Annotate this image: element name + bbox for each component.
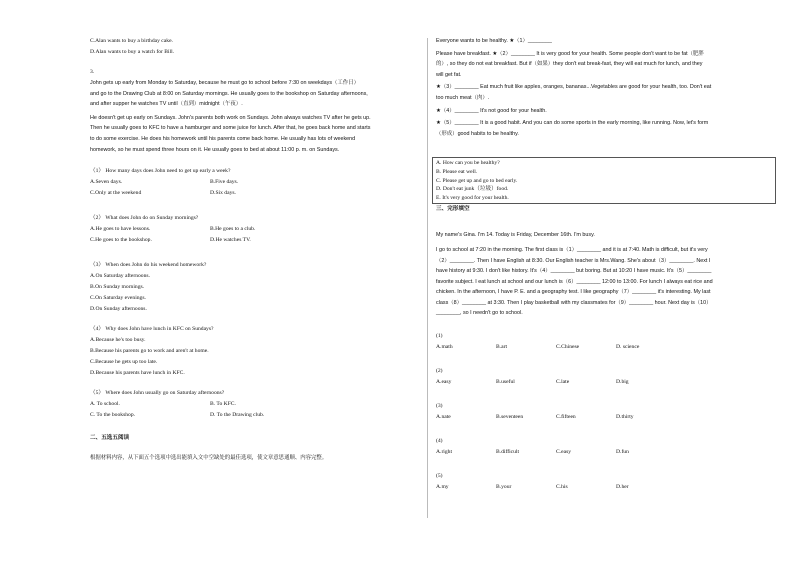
passage-line: ★（5）________ It is a good habit. And you can do some sports in the early morning, like running. Now, let's form	[436, 120, 709, 127]
option-d: D. To the Drawing club.	[210, 412, 265, 419]
option-row	[436, 482, 772, 493]
options-box	[432, 157, 776, 204]
option-d: D.On Sunday afternoons.	[90, 306, 147, 313]
question-3	[90, 260, 408, 315]
passage3-line: He doesn't get up early on Sundays. John's parents both work on Sundays. John always watches TV after he gets up.	[90, 114, 371, 121]
question-1	[90, 166, 408, 199]
option-d: D.Six days.	[210, 190, 236, 197]
cloze-question-2	[436, 366, 772, 388]
option-c: C. To the bookshop.	[90, 412, 136, 419]
option-b: B.your	[496, 484, 512, 491]
passage-line: （形成）good habits to be healthy.	[436, 130, 519, 137]
cloze-number: (5)	[436, 473, 443, 480]
box-option-c: C. Please get up and go to bed early.	[436, 177, 518, 184]
option-row	[436, 412, 772, 423]
cloze-line: ________, so I needn't go to school.	[436, 310, 523, 317]
left-column	[90, 36, 408, 464]
option-b: B.He goes to a club.	[210, 226, 256, 233]
option-d: D.He watches TV.	[210, 237, 251, 244]
prev-option-d: D.Alan wants to buy a watch for Bill.	[90, 49, 175, 55]
option-a: A. To school.	[90, 401, 120, 408]
question-text: （4） Why does John have lunch in KFC on Sundays?	[90, 326, 214, 333]
option-row	[436, 377, 772, 388]
option-b: B.difficult	[496, 449, 520, 456]
option-a: A.Because he's too busy.	[90, 337, 146, 344]
cloze-line: have history at 9:30. I don't like history. It's（4）________ but boring. But at 10:20 I have music. It's（5）________	[436, 268, 712, 275]
health-passage	[436, 36, 772, 139]
option-a: A.my	[436, 484, 449, 491]
passage-line: Everyone wants to be healthy. ★（1）________	[436, 38, 552, 44]
section2-heading: 二、五选五阅读	[90, 435, 130, 442]
right-column	[436, 36, 772, 493]
cloze-line: class（8）________ at 3:30. Then I play basketball with my classmates for（9）________ hour. Next day is（10）	[436, 299, 712, 306]
cloze-number: (2)	[436, 368, 443, 375]
section3-heading: 三、完形填空	[436, 206, 470, 213]
option-c: C.Chinese	[556, 344, 580, 351]
section2-instruction: 根据材料内容，从下面五个选项中选出能填入文中空缺处的最佳选项，使文章意思通顺、内容完整。	[90, 455, 328, 462]
passage-line: ★（4）________ It's not good for your health.	[436, 107, 547, 114]
passage-line: Please have breakfast. ★（2）________ It is very good for your health. Some people don't want to be fat（肥胖	[436, 50, 704, 57]
option-c: C.his	[556, 484, 568, 491]
passage-line: too much meat（肉）.	[436, 94, 490, 101]
prev-option-c: C.Alan wants to buy a birthday cake.	[90, 38, 173, 44]
question-text: （3） When does John do his weekend homework?	[90, 262, 207, 269]
option-b: B.Five days.	[210, 179, 239, 186]
column-divider	[427, 38, 428, 518]
cloze-line: I go to school at 7:20 in the morning. The first class is（1）________ and it is at 7:40. Math is difficult, but it's very	[436, 246, 708, 253]
cloze-question-5	[436, 471, 772, 493]
option-c: C.fifteen	[556, 414, 576, 421]
passage3-line: homework, so he must spend three hours on it. He usually goes to bed at about 11:00 p. m. on Sundays.	[90, 146, 340, 153]
cloze-number: (4)	[436, 438, 443, 445]
option-b: B.seventeen	[496, 414, 524, 421]
option-c: C.Only at the weekend	[90, 190, 142, 197]
passage-line: 的）, so they do not eat breakfast. But if（如果）they don't eat break-fast, they will eat much for lunch, and they	[436, 61, 703, 68]
option-a: A.Seven days.	[90, 179, 123, 186]
passage3-line: and after supper he watches TV until（直到）midnight（午夜）.	[90, 101, 243, 108]
passage-line: will get fat.	[436, 71, 462, 78]
option-b: B.Because his parents go to work and aren't at home.	[90, 348, 209, 355]
box-option-a: A. How can you be healthy?	[436, 160, 500, 167]
cloze-line: chicken. In the afternoon, I have P. E. and a geography test. I like geography（7）________ it's interesting. My last	[436, 289, 711, 296]
box-option-d: D. Don't eat junk（垃圾）food.	[436, 186, 509, 193]
option-c: C.late	[556, 379, 570, 386]
question-text: （2） What does John do on Sunday mornings?	[90, 215, 199, 222]
passage3	[90, 78, 408, 155]
option-d: D. science	[616, 344, 640, 351]
question-text: （5） Where does John usually go on Saturday afternoons?	[90, 390, 225, 397]
option-a: A.right	[436, 449, 453, 456]
box-option-e: E. It's very good for your health.	[436, 194, 509, 201]
question-5	[90, 388, 408, 421]
box-option-b: B. Please eat well.	[436, 168, 478, 175]
cloze-line: favorite subject. I eat lunch at school and our lunch is（6）________ 12:00 to 13:00. For lunch I always eat rice and	[436, 278, 713, 285]
option-row	[90, 188, 408, 199]
passage3-line: Then he usually goes to KFC to have a hamburger and some juice for lunch. After that, he goes back home and starts	[90, 125, 371, 132]
option-d: D.her	[616, 484, 629, 491]
option-c: C.easy	[556, 449, 572, 456]
passage3-line: and go to the Drawing Club at 8:00 on Saturday mornings. He usually goes to the bookshop on Saturday afternoons,	[90, 90, 368, 97]
cloze-passage	[436, 230, 772, 319]
option-row	[90, 177, 408, 188]
option-a: A.math	[436, 344, 453, 351]
option-b: B.On Sunday mornings.	[90, 284, 145, 291]
option-a: A.nate	[436, 414, 451, 421]
option-row	[436, 342, 772, 353]
option-row	[90, 399, 408, 410]
question-2	[90, 213, 408, 246]
option-d: D.thirty	[616, 414, 634, 421]
passage3-line: to do some exercise. He does his homework until his parents come back home. He usually has lots of weekend	[90, 135, 356, 142]
option-row	[90, 224, 408, 235]
option-row	[90, 410, 408, 421]
option-a: A.He goes to have lessons.	[90, 226, 151, 233]
option-a: A.On Saturday afternoons.	[90, 273, 150, 280]
option-row	[90, 235, 408, 246]
cloze-number: (1)	[436, 333, 443, 340]
option-b: B.art	[496, 344, 508, 351]
cloze-question-3	[436, 401, 772, 423]
cloze-line: （2）________. Then I have English at 8:30. Our English teacher is Mrs.Wang. She's about（3）________. Next I	[436, 257, 711, 264]
cloze-question-1	[436, 331, 772, 353]
option-row	[436, 447, 772, 458]
option-c: C.He goes to the bookshop.	[90, 237, 152, 244]
option-d: D.big	[616, 379, 629, 386]
cloze-number: (3)	[436, 403, 443, 410]
passage3-line: John gets up early from Monday to Saturday, because he must go to school before 7:30 on weekdays（工作日）	[90, 80, 359, 86]
option-b: B. To KFC.	[210, 401, 236, 408]
option-c: C.Because he gets up too late.	[90, 359, 158, 366]
option-d: D.Because his parents have lunch in KFC.	[90, 370, 185, 377]
cloze-question-4	[436, 436, 772, 458]
option-d: D.fun	[616, 449, 629, 456]
option-b: B.useful	[496, 379, 515, 386]
passage-line: ★（3）________ Eat much fruit like apples, oranges, bananas...Vegetables are good for your health, too. Don't eat	[436, 84, 712, 91]
question-text: （1） How many days does John need to get up early a week?	[90, 168, 231, 175]
option-a: A.easy	[436, 379, 452, 386]
question-4	[90, 324, 408, 379]
cloze-line: My name's Gina. I'm 14. Today is Friday, December 16th. I'm busy.	[436, 232, 595, 239]
option-c: C.On Saturday evenings.	[90, 295, 146, 302]
passage3-number: 3.	[90, 69, 95, 75]
